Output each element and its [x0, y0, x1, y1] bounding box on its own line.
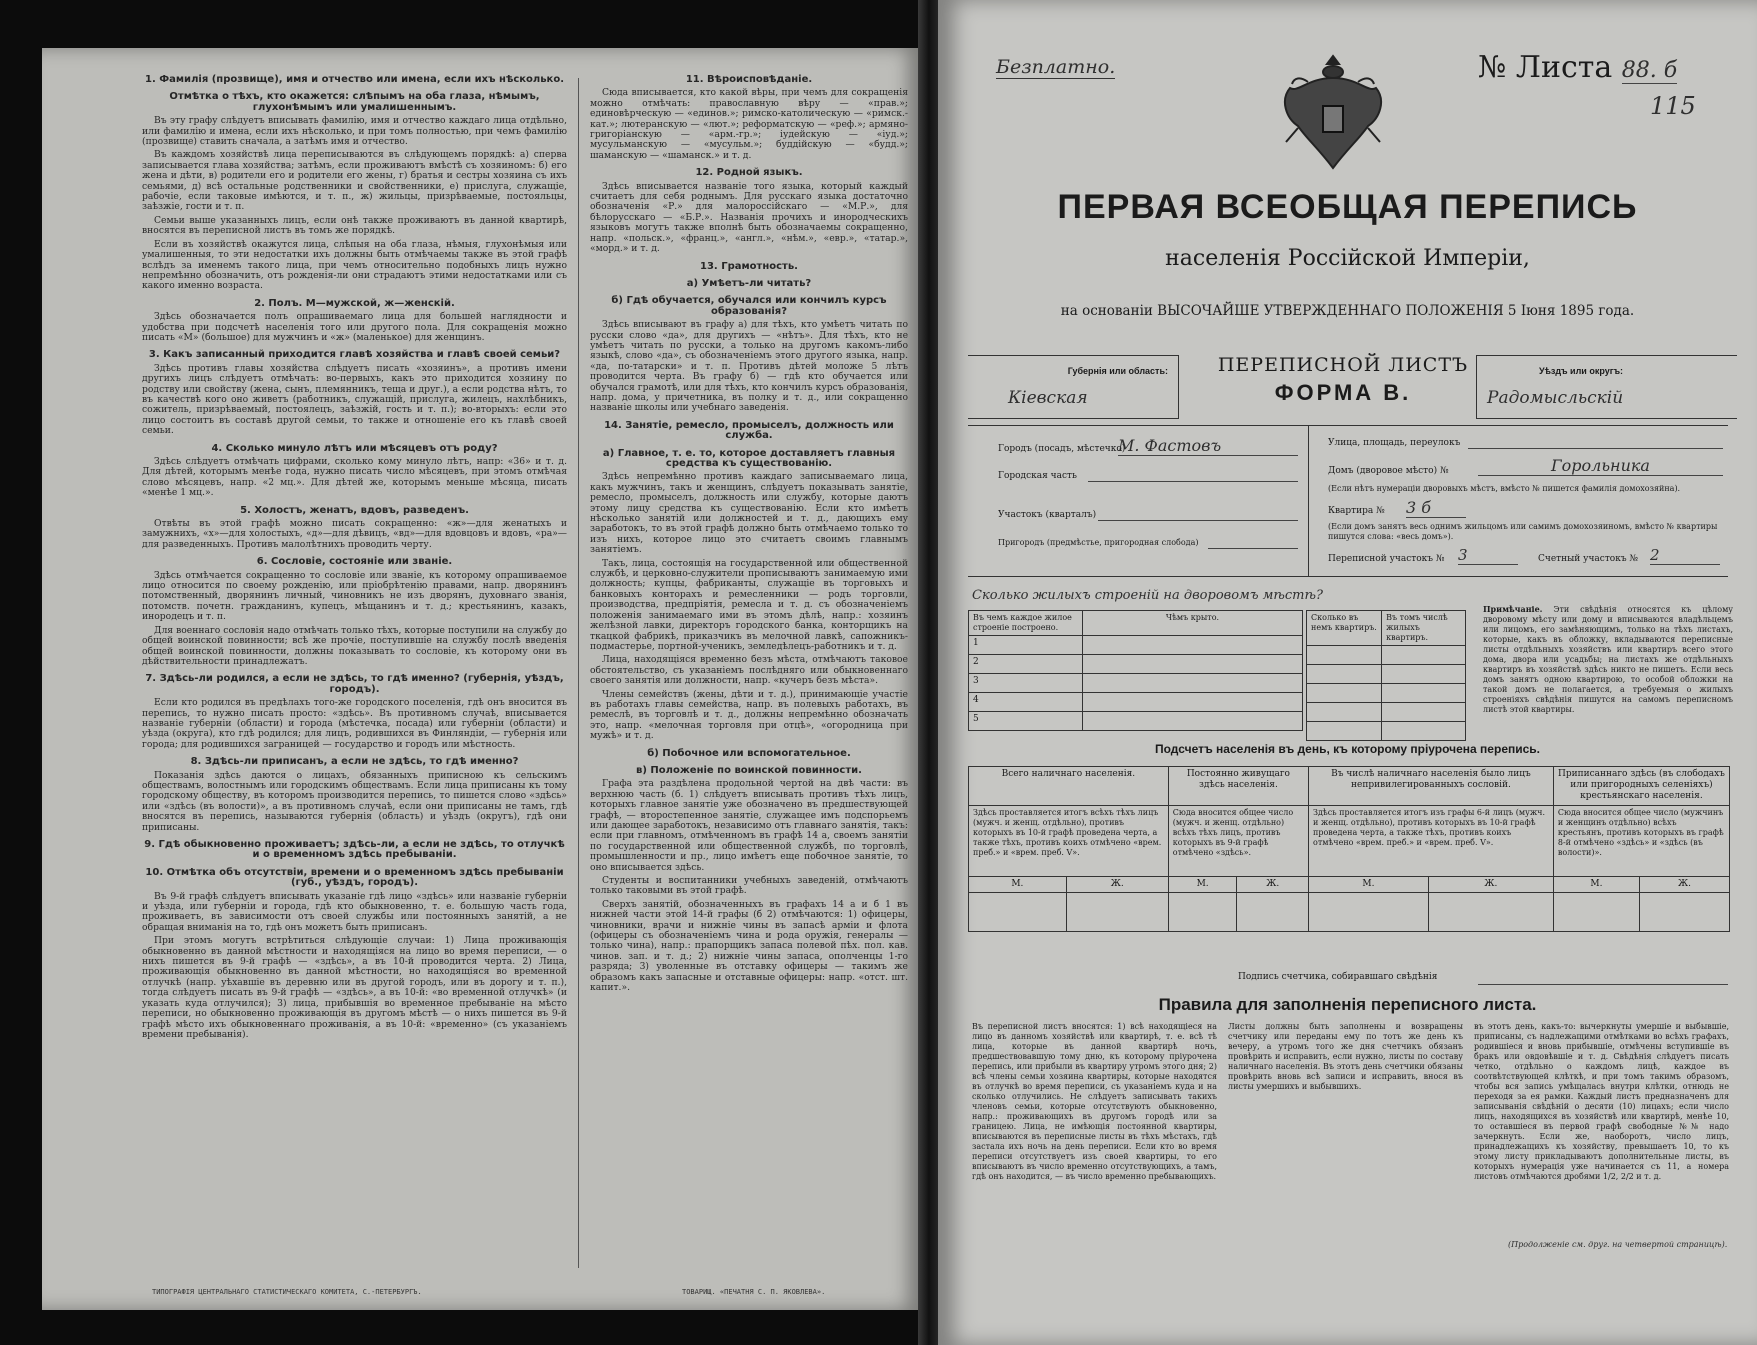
instructions-column-1: [142, 68, 567, 1043]
heading-14: 14. Занятіе, ремесло, промыселъ, должность или служба.: [604, 419, 894, 442]
buildings-cell[interactable]: [1083, 712, 1303, 731]
census-subtitle: населенія Россійской Имперіи,: [1165, 246, 1530, 271]
city-value[interactable]: М. Фастовъ: [1118, 436, 1298, 456]
count-cell[interactable]: [1309, 893, 1429, 932]
census-basis: на основаніи ВЫСОЧАЙШЕ УТВЕРЖДЕННАГО ПОЛОЖЕНІЯ 5 Іюня 1895 года.: [1060, 303, 1635, 319]
apartments-cell[interactable]: [1307, 646, 1382, 665]
count-male-header: М.: [969, 877, 1067, 893]
printer-imprint-left: ТИПОГРАФІЯ ЦЕНТРАЛЬНАГО СТАТИСТИЧЕСКАГО КОМИТЕТА, С.-ПЕТЕРБУРГЪ.: [152, 1288, 422, 1296]
census-sheet-header: [1193, 354, 1493, 406]
heading-14b: б) Побочное или вспомогательное.: [647, 747, 851, 759]
paragraph: Здѣсь отмѣчается сокращенно то сословіе или званіе, къ которому опрашиваемое лицо относится по своему рожденію, или пріобрѣтенію правами, напр. дворянинъ потомственный, дворянинъ личный, чиновникъ не изъ дворянъ, духовнаго званія, потомств. почетн. гражданинъ, купецъ, мѣщанинъ и т. д.; крестьянинъ, казакъ, инородецъ и т. п.: [142, 569, 567, 623]
rules-continued: (Продолженіе см. друг. на четвертой страницѣ).: [1508, 1240, 1728, 1249]
apartments-cell[interactable]: [1382, 703, 1466, 722]
count-male-header: М.: [1553, 877, 1639, 893]
count-cell[interactable]: [1428, 893, 1553, 932]
rules-column-2: Листы должны быть заполнены и возвращены счетчику или переданы ему по тотъ же день къ вечеру, а утромъ того же дня счетчикъ обязанъ провѣрить и исправить, если нужно, листы по составу наличнаго населенія. Въ этотъ день счетчики обязаны провѣрить вновь всѣ записи и исправить, внося въ листы умершихъ и выбывшихъ.: [1228, 1022, 1463, 1091]
count-cell[interactable]: [1168, 893, 1237, 932]
heading-1b: Отмѣтка о тѣхъ, кто окажется: слѣпымъ на оба глаза, нѣмымъ, глухонѣмымъ или умалишеннымъ.: [169, 91, 540, 113]
paragraph: При этомъ могутъ встрѣтиться слѣдующіе случаи: 1) Лица проживающія обыкновенно въ данной мѣстности и находящіяся на лицо во время переписи, — о нихъ пишется въ 9-й графѣ — «здѣсь», а въ 10-й проводится черта. 2) Лица, проживающія обыкновенно въ данной мѣстности, но находящіяся во временной отлучкѣ (напр. уѣхавшіе въ деревню или въ другой городъ, или въ дорогу и т. п.), тогда слѣдуетъ писать въ 9-й графѣ — «здѣсь», а въ 10-й: «во временной отлучкѣ» (и указать куда отлучился); 3) лица, прибывшія во временное пребываніе на мѣсто переписи, но обыкновенно проживающія въ другомъ мѣстѣ — о нихъ пишется въ 9-й графѣ мѣсто ихъ обыкновеннаго проживанія, а въ 10-й: «временно» (съ указаніемъ времени пребыванія).: [142, 935, 567, 1040]
apartment-note: (Если домъ занятъ весь однимъ жильцомъ или самимъ домохозяиномъ, вмѣсто № квартиры пишутся слова: «весь домъ»).: [1328, 522, 1718, 541]
gubernia-label: Губернія или область:: [1067, 366, 1168, 376]
district-label: Участокъ (кварталъ): [998, 510, 1097, 520]
paragraph: Сверхъ занятій, обозначенныхъ въ графахъ 14 а и б 1 въ нижней части этой 14-й графы (б 2) отмѣчаются: 1) офицеры, чиновники, врачи и нижніе чины въ запасѣ арміи и флота (офицеры съ обозначеніемъ чина и рода оружія, генералы — только чина), напр.: прапорщикъ запаса полевой пѣх. пол. кав. чинов. зап. и т. д.; 2) нижніе чины запаса, ополченцы 1-го разряда; 3) уволенные въ отставку офицеры — такимъ же образомъ какъ запасные и отставные офицеры: напр. «отст. шт. капит.».: [590, 898, 908, 994]
count-header-nonprivileged: Въ числѣ наличнаго населенія было лицъ непривилегированныхъ сословій.: [1309, 767, 1554, 806]
heading-1: 1. Фамилія (прозвище), имя и отчество или имена, если ихъ нѣсколько.: [144, 74, 565, 85]
count-desc-peasants: Сюда вносится общее число (мужчинъ и женщинъ отдѣльно) всѣхъ крестьянъ, противъ которыхъ въ графѣ 8-й отмѣчено «здѣсь» и «здѣсь (въ волости)».: [1553, 806, 1729, 877]
population-count-table: [968, 766, 1730, 932]
note-label: Примѣчаніе.: [1483, 604, 1543, 614]
heading-14a: а) Главное, т. е. то, которое доставляетъ главныя средства къ существованію.: [602, 447, 896, 469]
heading-2: 2. Полъ. М—мужской, ж—женскій.: [254, 297, 455, 309]
paragraph: Такъ, лица, состоящія на государственной или общественной службѣ, и церковно-служители прописываютъ занимаемую ими должность; купцы, фабриканты, служащіе въ торговыхъ и банковыхъ конторахъ и ремесленники — родъ торговли, производства, предпріятія, ремесла и т. д. съ обозначеніемъ положенія занимаемаго ими въ этомъ дѣлѣ, напр.: хозяинъ желѣзной лавки, директоръ городского банка, конторщикъ на ткацкой фабрикѣ, приказчикъ въ мелочной лавкѣ, сапожникъ-подмастерье, портной-ученикъ, земледѣлецъ-работникъ и т. д.: [590, 557, 908, 652]
suburb-line[interactable]: [1208, 548, 1298, 549]
counting-district-label: Счетный участокъ №: [1538, 554, 1638, 564]
house-value[interactable]: Горольника: [1478, 456, 1723, 476]
address-divider: [1308, 426, 1309, 576]
signature-line[interactable]: [1478, 984, 1728, 985]
heading-6: 6. Сословіе, состояніе или званіе.: [256, 556, 453, 568]
heading-5: 5. Холостъ, женатъ, вдовъ, разведенъ.: [240, 504, 469, 516]
left-page: [42, 48, 922, 1310]
count-female-header: Ж.: [1237, 877, 1309, 893]
heading-3: 3. Какъ записанный приходится главѣ хозяйства и главѣ своей семьи?: [148, 349, 561, 361]
paragraph: Если кто родился въ предѣлахъ того-же городского поселенія, гдѣ онъ вносится въ перепись, то нужно писать просто: «здѣсь». Въ противномъ случаѣ, вписывается названіе губерніи (области) и города (мѣстечка, посада) или губерніи (области) и уѣзда (округа), кто гдѣ родился; для лицъ, родившихся въ Финляндіи, — губернія или города; для родившихся заграницей — государство и городъ или мѣстность.: [142, 697, 567, 750]
note-text: Эти свѣдѣнія относятся къ цѣлому дворовому мѣсту или дому и вписываются владѣльцемъ или лицомъ, его замѣняющимъ, только на тѣхъ листахъ, которые, какъ въ обложку, вкладываются переписные листы отдѣльныхъ хозяйствъ или квартиръ всего этого дома, двора или усадьбы; на листахъ же отдѣльныхъ квартиръ въ хозяйствѣ здѣсь никто не пишетъ. Если весь домъ занятъ одною квартирою, то особой обложки на такой домъ не полагается, а требуемыя о жилыхъ строеніяхъ свѣдѣнія пишутся на самомъ переписномъ листѣ этой квартиры.: [1483, 605, 1734, 714]
right-page: [938, 0, 1757, 1345]
uezd-value[interactable]: Радомысльскій: [1487, 388, 1624, 408]
paragraph: Здѣсь обозначается полъ опрашиваемаго лица для большей наглядности и удобства при подсчетѣ населенія того или другого пола. Для сокращенія можно писать «М» (большое) для мужчинъ и «ж» (маленькое) для женщинъ.: [142, 311, 567, 343]
apartment-label: Квартира №: [1328, 506, 1385, 516]
paragraph: Здѣсь вписывается названіе того языка, который каждый считаетъ для себя роднымъ. Для русскаго языка достаточно обозначенія «Р.» для малороссійскаго — «М.Р.», для бѣлорусскаго — «Б.Р.». Названія прочихъ и инородческихъ языковъ могутъ также вполнѣ быть обозначаемы сокращенно, напр. «польск.», «франц.», «англ.», «нѣм.», «евр.», «татар.», «морд.» и т. д.: [590, 180, 908, 255]
buildings-row-4[interactable]: [969, 693, 1083, 712]
suburb-label: Пригородъ (предмѣстье, пригородная слобода): [998, 538, 1199, 547]
apartment-value[interactable]: 3 б: [1406, 498, 1466, 518]
street-label: Улица, площадь, переулокъ: [1328, 438, 1461, 448]
gubernia-value[interactable]: Кіевская: [1008, 388, 1088, 408]
paragraph: Отвѣты въ этой графѣ можно писать сокращенно: «ж»—для женатыхъ и замужнихъ, «х»—для холостыхъ, «д»—для дѣвицъ, «вд»—для вдовцовъ и вдовъ, «ра»—для разведенныхъ. Противъ малолѣтнихъ проводить черту.: [142, 518, 567, 550]
buildings-header-material: Въ чемъ каждое жилое строеніе построено.: [969, 611, 1083, 636]
count-cell[interactable]: [969, 893, 1067, 932]
count-female-header: Ж.: [1066, 877, 1168, 893]
buildings-row-2[interactable]: [969, 655, 1083, 674]
paragraph: Студенты и воспитанники учебныхъ заведеній, отмѣчаютъ только таковыми въ этой графѣ.: [590, 875, 908, 897]
paragraph: Члены семействъ (жены, дѣти и т. д.), принимающіе участіе въ работахъ главы семейства, напр. въ полевыхъ работахъ, въ ремеслѣ, въ торговлѣ и т. д., должны непремѣнно обозначать это, напр. «мелочная торговля при отцѣ», «огородница при мужѣ» и т. д.: [590, 688, 908, 742]
page-number: 115: [1650, 92, 1696, 120]
heading-11: 11. Вѣроисповѣданіе.: [685, 74, 813, 85]
heading-7: 7. Здѣсь-ли родился, а если не здѣсь, то гдѣ именно? (губернія, уѣздъ, городъ).: [145, 673, 564, 695]
count-female-header: Ж.: [1428, 877, 1553, 893]
heading-8: 8. Здѣсь-ли приписанъ, а если не здѣсь, то гдѣ именно?: [190, 756, 519, 768]
count-desc-permanent: Сюда вносится общее число (мужч. и женщ. отдѣльно) всѣхъ тѣхъ лицъ, противъ которыхъ въ 9-й графѣ отмѣчено «здѣсь».: [1168, 806, 1308, 877]
house-note: (Если нѣтъ нумераціи дворовыхъ мѣстъ, вмѣсто № пишется фамилія домохозяйна).: [1328, 484, 1681, 493]
buildings-cell[interactable]: [1083, 693, 1303, 712]
buildings-question: Сколько жилыхъ строеній на дворовомъ мѣстѣ?: [972, 588, 1323, 603]
free-label: Безплатно.: [996, 56, 1116, 78]
buildings-header-roof: Чѣмъ крыто.: [1083, 611, 1303, 636]
paragraph: Въ каждомъ хозяйствѣ лица переписываются въ слѣдующемъ порядкѣ: а) сперва записывается глава хозяйства; затѣмъ, если проживаютъ вмѣстѣ съ хозяиномъ: б) его жена и дѣти, в) родители его и родители его жены, г) братья и сестры хозяина съ ихъ семьями, д) всѣ остальные родственники и свойственники, е) прислуга, служащіе, рабочіе, если таковые имѣются, и т. п., ж) жильцы, призрѣваемые, постояльцы, заѣзжіе, гости и т. п.: [142, 149, 567, 213]
buildings-table: [968, 610, 1303, 731]
count-male-header: М.: [1309, 877, 1429, 893]
paragraph: Семьи выше указанныхъ лицъ, если онѣ также проживаютъ въ данной квартирѣ, вносятся въ переписной листъ въ томъ же порядкѣ.: [142, 214, 567, 237]
heading-10: 10. Отмѣтка объ отсутствіи, времени и о временномъ здѣсь пребываніи (губ., уѣздъ, городъ).: [145, 866, 564, 889]
rules-column-1: Въ переписной листъ вносятся: 1) всѣ находящіеся на лицо въ данномъ хозяйствѣ или квартирѣ, т. е. всѣ тѣ лица, которые въ данной квартирѣ ночь, предшествовавшую тому дню, къ которому пріурочена перепись, или прибыли въ квартиру утромъ этого дня; 2) всѣ члены семьи хозяина квартиры, которые находятся въ отлучкѣ во время переписи, съ указаніемъ куда и на сколько отлучились. Не слѣдуетъ записывать такихъ членовъ семьи, которые отсутствуютъ обыкновенно, напр.: проживающихъ въ другомъ городѣ или за границею. Лица, не имѣющія постоянной квартиры, вписываются въ переписные листы въ тѣхъ мѣстахъ, гдѣ застала ихъ ночь на день переписи. Если кто во время переписи отсутствуетъ изъ своей квартиры, то его вписываютъ въ число временно отсутствующихъ, а тамъ, гдѣ онъ находится, — въ число временно пребывающихъ.: [972, 1022, 1217, 1181]
house-label: Домъ (дворовое мѣсто) №: [1328, 466, 1449, 476]
paragraph: Здѣсь вписывают въ графу а) для тѣхъ, кто умѣетъ читать по русски слово «да», для другихъ — «нѣтъ». Для тѣхъ, кто не умѣетъ читать по русски, а только на другомъ какомъ-либо языкѣ, слово «да», съ обозначеніемъ этого другого языка, напр. «да, по-татарски» и т. п. Противъ дѣтей моложе 5 лѣтъ проводится черта. Въ графу б) — гдѣ кто обучается или обучался грамотѣ, или для тѣхъ, кто кончилъ курсъ образованія, напр. дома, у причетника, въ полку и т. д., или сокращенно названіе школы или учебнаго заведенія.: [590, 319, 908, 414]
buildings-row-number: 5: [973, 714, 979, 724]
heading-13b: б) Гдѣ обучается, обучался или кончилъ курсъ образованія?: [611, 295, 887, 317]
paragraph: Здѣсь противъ главы хозяйства слѣдуетъ писать «хозяинъ», а противъ имени другихъ лицъ слѣдуетъ отмѣчать: во-первыхъ, какъ это приходится хозяину по родству или свойству (жена, сынъ, племянникъ, теща и друг.), а если родства нѣтъ, то въ качествѣ кого оно живетъ (работникъ, служащій, прислуга, жилецъ, нахлѣбникъ, сожитель, призрѣваемый, постоялецъ, заѣзжій, гость и т. п.); во-вторыхъ: если это лицо состоитъ въ составѣ другой семьи, то также и отношеніе его къ главѣ своей семьи.: [142, 362, 567, 437]
paragraph: Лица, находящіяся временно безъ мѣста, отмѣчаютъ таковое обстоятельство, съ указаніемъ послѣдняго или обыкновеннаго своего занятія или должности, напр. «кучеръ безъ мѣста».: [590, 654, 908, 687]
count-cell[interactable]: [1640, 893, 1730, 932]
double-headed-eagle-emblem: [1268, 48, 1398, 178]
buildings-cell[interactable]: [1083, 636, 1303, 655]
form-label: ФОРМА В.: [1274, 380, 1412, 405]
apartments-header-residential: Въ томъ числѣ жилыхъ квартиръ.: [1382, 611, 1466, 646]
apartments-header-count: Сколько въ немъ квартиръ.: [1307, 611, 1382, 646]
uezd-label: Уѣздъ или округъ:: [1539, 366, 1624, 376]
apartments-cell[interactable]: [1382, 665, 1466, 684]
gubernia-box: [968, 355, 1179, 419]
buildings-cell[interactable]: [1083, 655, 1303, 674]
count-cell[interactable]: [1237, 893, 1309, 932]
uezd-box: [1476, 355, 1737, 419]
paragraph: Если въ хозяйствѣ окажутся лица, слѣпыя на оба глаза, нѣмыя, глухонѣмыя или умалишенныя, то эти недостатки ихъ должны быть отмѣчаемы также въ этой графѣ вслѣдъ за именемъ такого лица, при чемъ относительно подобныхъ лицъ нужно непремѣнно обозначить, отъ рожденія-ли они страдаютъ этими недостатками или съ какого именно возраста.: [142, 238, 567, 292]
count-title: Подсчетъ населенія въ день, къ которому пріурочена перепись.: [1155, 742, 1540, 756]
heading-4: 4. Сколько минуло лѣтъ или мѣсяцевъ отъ роду?: [211, 442, 498, 454]
heading-12: 12. Родной языкъ.: [695, 167, 803, 179]
district-line[interactable]: [1098, 520, 1298, 521]
paragraph: Сюда вписывается, кто какой вѣры, при чемъ для сокращенія можно отмѣчать: православную вѣру — «прав.»; единовѣрческую — «единов.»; римско-католическую — «римск.-кат.»; лютеранскую — «лют.»; реформатскую — «реф.»; армяно-григоріанскую — «арм.-гр.»; іудейскую — «іуд.»; мусульманскую — «мусульм.»; буддійскую — «будд.»; шаманскую — «шаманск.» и т. д.: [590, 87, 908, 161]
census-district-value[interactable]: 3: [1458, 546, 1518, 565]
paragraph: Въ эту графу слѣдуетъ вписывать фамилію, имя и отчество каждаго лица отдѣльно, или фамилію и имена, если ихъ нѣсколько, и при томъ полностью, при чемъ фамилію (прозвище) ставить сначала, а затѣмъ имя и отчество.: [142, 115, 567, 148]
apartments-cell[interactable]: [1382, 684, 1466, 703]
rules-column-3: въ этотъ день, какъ-то: вычеркнуты умершіе и выбывшіе, приписаны, съ надлежащими отмѣтками во всѣхъ графахъ, родившіеся и вновь прибывшіе, отмѣчены вступившіе въ бракъ или овдовѣвшіе и т. д. Свѣдѣнія слѣдуетъ писать четко, отдѣльно о каждомъ лицѣ, каждое въ соотвѣтствующей клѣткѣ, и при томъ такимъ образомъ, чтобы вся запись умѣщалась внутри клѣтки, отнюдь не переходя за ея рамки. Каждый листъ предназначенъ для записыванія свѣдѣній о десяти (10) лицахъ; если число лицъ, находящихся въ хозяйствѣ или квартирѣ, менѣе 10, то оставшіеся въ первой графѣ свободные №№ надо зачеркнуть. Если же, наоборотъ, число лицъ, принадлежащихъ къ хозяйству, превышаетъ 10, то къ этому листу прикладываютъ дополнительные листы, въ которыхъ нумерація уже начинается съ 11, а номера листовъ отмѣчаются дробями 1/2, 2/2 и т. д.: [1474, 1022, 1729, 1181]
counting-district-value[interactable]: 2: [1650, 546, 1720, 565]
instructions-column-2: [590, 68, 908, 997]
printer-imprint-right: ТОВАРИЩ. «ПЕЧАТНЯ С. П. ЯКОВЛЕВА».: [682, 1288, 826, 1296]
sheet-number-value: 88. б: [1621, 58, 1678, 83]
apartments-cell[interactable]: [1382, 722, 1466, 741]
apartments-cell[interactable]: [1307, 684, 1382, 703]
census-title: ПЕРВАЯ ВСЕОБЩАЯ ПЕРЕПИСЬ: [1057, 188, 1638, 226]
heading-13: 13. Грамотность.: [700, 260, 798, 272]
paragraph: Въ 9-й графѣ слѣдуетъ вписывать указаніе гдѣ лицо «здѣсь» или названіе губерніи и уѣзда, или губерніи и города, гдѣ кто обыкновенно, т. е. большую часть года, проживаетъ, въ зависимости отъ своей службы или постоянныхъ занятій, а не обращая вниманія на то, гдѣ онъ можетъ быть приписанъ.: [142, 890, 567, 933]
count-cell[interactable]: [1553, 893, 1639, 932]
census-sheet-label: ПЕРЕПИСНОЙ ЛИСТЪ: [1217, 354, 1469, 376]
count-desc-nonprivileged: Здѣсь проставляется итогъ изъ графы 6-й лицъ (мужч. и женщ. отдѣльно), противъ которыхъ въ 10-й графѣ проведена черта, а также тѣхъ, противъ коихъ отмѣчено «врем. преб.» и «врем. преб. V».: [1309, 806, 1554, 877]
paragraph: Здѣсь непремѣнно противъ каждаго записываемаго лица, какъ мужчинъ, такъ и женщинъ, слѣдуетъ показывать занятіе, ремесло, промыселъ, должность или службу, которые даютъ этому лицу средства къ существованію. Если кто имѣетъ нѣсколько занятій или должностей и т. д., дающихъ ему заработокъ, то въ этой графѣ должно быть отмѣчаемо только то изъ нихъ, которое лицо это считаетъ своимъ главнымъ занятіемъ.: [590, 471, 908, 556]
buildings-row-number: 4: [973, 695, 979, 705]
buildings-row-number: 2: [973, 657, 979, 667]
heading-13a: а) Умѣетъ-ли читать?: [686, 277, 812, 289]
apartments-cell[interactable]: [1382, 646, 1466, 665]
paragraph: Здѣсь слѣдуетъ отмѣчать цифрами, сколько кому минуло лѣтъ, напр: «36» и т. д. Для дѣтей, которымъ менѣе года, нужно писать число мѣсяцевъ, при этомъ отмѣчая слово мѣсяцевъ, напр. «2 мц.». Для дѣтей же, которымъ меньше мѣсяца, писать «менѣе 1 мц.».: [142, 456, 567, 499]
count-male-header: М.: [1168, 877, 1237, 893]
buildings-note: [1483, 604, 1733, 715]
count-desc-total: Здѣсь проставляется итогъ всѣхъ тѣхъ лицъ (мужч. и женщ. отдѣльно), противъ которыхъ въ 10-й графѣ проведена черта, а также тѣхъ, противъ коихъ отмѣчено «врем. преб.» и «врем. преб. V».: [969, 806, 1169, 877]
count-header-permanent: Постоянно живущаго здѣсь населенія.: [1168, 767, 1308, 806]
apartments-cell[interactable]: [1307, 703, 1382, 722]
paragraph: Показанія здѣсь даются о лицахъ, обязанныхъ приписною къ сельскимъ обществамъ, волостнымъ или городскимъ обществамъ. Если лица приписаны къ тому городскому обществу, въ которомъ производится перепись, то пишется слово «здѣсь» или «здѣсь (въ волости)», а въ противномъ случаѣ, если они приписаны не тамъ, гдѣ вносятся въ перепись, называются губернія (область) и уѣздъ (округъ), гдѣ они приписаны.: [142, 769, 567, 833]
sheet-number-label: № Листа: [1478, 50, 1613, 85]
buildings-row-number: 3: [973, 676, 979, 686]
apartments-table: [1306, 610, 1466, 741]
buildings-cell[interactable]: [1083, 674, 1303, 693]
paragraph: Для военнаго сословія надо отмѣчать только тѣхъ, которые поступили на службу до общей воинской повинности; всѣ же прочіе, поступившіе на службу послѣ введенія общей воинской повинности, должны показывать то сословіе, къ которому они въ дѣйствительности принадлежатъ.: [142, 624, 567, 667]
city-part-label: Городская часть: [998, 471, 1077, 481]
heading-14c: в) Положеніе по воинской повинности.: [636, 764, 862, 776]
buildings-row-3[interactable]: [969, 674, 1083, 693]
address-block: [968, 425, 1728, 577]
rules-title: Правила для заполненія переписного листа.: [1158, 995, 1537, 1014]
count-header-peasants: Приписаннаго здѣсь (въ слободахъ или пригородныхъ селеніяхъ) крестьянскаго населенія.: [1553, 767, 1729, 806]
apartments-cell[interactable]: [1307, 722, 1382, 741]
count-cell[interactable]: [1066, 893, 1168, 932]
count-female-header: Ж.: [1640, 877, 1730, 893]
heading-9: 9. Гдѣ обыкновенно проживаетъ; здѣсь-ли, а если не здѣсь, то отлучкѣ и о временномъ здѣсь пребываніи.: [144, 839, 565, 861]
census-district-label: Переписной участокъ №: [1328, 554, 1445, 564]
street-line[interactable]: [1468, 448, 1723, 449]
sheet-number: [1478, 50, 1677, 85]
buildings-row-1[interactable]: [969, 636, 1083, 655]
apartments-cell[interactable]: [1307, 665, 1382, 684]
city-label: Городъ (посадъ, мѣстечко): [998, 444, 1126, 454]
paragraph: Графа эта раздѣлена продольной чертой на двѣ части: въ верхнюю часть (б. 1) слѣдуетъ вписывать противъ тѣхъ лицъ, которыхъ главное занятіе уже обозначено въ предшествующей графѣ, — второстепенное занятіе, служащее имъ подспорьемъ или дающее заработокъ, независимо отъ главнаго занятія, такъ: если при главномъ, отмѣченномъ въ графѣ 14 а, своемъ занятіи по государственной или общественной службѣ, по торговлѣ, промышленности и пр., лицо имѣетъ еще побочное занятіе, то оно вписывается здѣсь.: [590, 778, 908, 873]
city-part-line[interactable]: [1088, 481, 1298, 482]
count-header-total: Всего наличнаго населенія.: [969, 767, 1169, 806]
signature-label: Подпись счетчика, собиравшаго свѣдѣнія: [1238, 972, 1438, 982]
buildings-row-number: 1: [973, 638, 979, 648]
buildings-row-5[interactable]: [969, 712, 1083, 731]
column-divider: [578, 78, 579, 1268]
